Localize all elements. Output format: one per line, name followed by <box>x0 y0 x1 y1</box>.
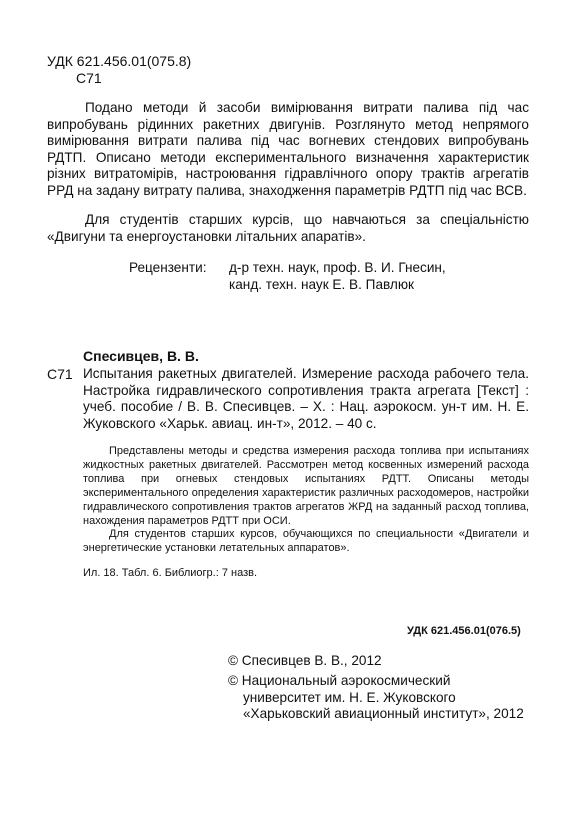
copyright-org-line-3: «Харьковский авиационный институт», 2012 <box>243 706 524 721</box>
bibliographic-description: Испытания ракетных двигателей. Измерение расхода рабочего тела. Настройка гидравлического сопротивления тракта агрегата [Текст] : учеб. пособие / В. В. Спесивцев. – Х. : Нац. аэрокосм. ун-т им. Н. Е. Жуковского «Харьк. авиац. ин-т», 2012. – 40 с. <box>83 366 529 431</box>
copyright-org-line-2: университет им. Н. Е. Жуковского <box>243 689 456 705</box>
catalog-index: С71 <box>76 70 102 86</box>
udk-footer: УДК 621.456.01(076.5) <box>407 625 521 637</box>
abstract-russian: Представлены методы и средства измерения расхода топлива при испытаниях жидкостных ракетных двигателей. Рассмотрен метод косвенных измерений расхода топлива при огневых стендовых испытаниях РДТТ. Описаны методы экспериментального определения характеристик различных расходомеров, настройки гидравлического сопротивления трактов агрегатов ЖРД на заданный расход топлива, нахождения параметров РДТТ при ОСИ. <box>83 445 529 527</box>
udk-code: УДК 621.456.01(075.8) <box>47 53 192 69</box>
reviewer-2: канд. техн. наук Е. В. Павлюк <box>229 277 414 292</box>
audience-ukrainian: Для студентів старших курсів, що навчаються за спеціальністю «Двигуни та енергоустановки літальних апаратів». <box>47 212 529 244</box>
copyright-organization <box>228 673 524 723</box>
extent-note: Ил. 18. Табл. 6. Библиогр.: 7 назв. <box>83 567 258 579</box>
reviewers-label: Рецензенти: <box>129 260 207 275</box>
catalog-index-left: С71 <box>47 366 73 382</box>
audience-russian: Для студентов старших курсов, обучающихся по специальности «Двигатели и энергетические установки летательных аппаратов». <box>83 528 529 554</box>
reviewer-1: д-р техн. наук, проф. В. И. Гнесин, <box>229 260 446 275</box>
copyright-org-line-1: © Национальный аэрокосмический <box>228 673 451 688</box>
author-heading: Спесивцев, В. В. <box>83 348 199 364</box>
udk-header <box>47 53 191 87</box>
copyright-author: © Спесивцев В. В., 2012 <box>228 653 382 668</box>
abstract-ukrainian: Подано методи й засоби вимірювання витрати палива під час випробувань рідинних ракетних двигунів. Розглянуто метод непрямого вимірювання витрати палива під час вогневих стендових випробувань РДТП. Описано методи експериментального визначення характеристик різних витратомірів, настроювання гідравлічного опору трактів агрегатів РРД на задану витрату палива, знаходження параметрів РДТП під час ВСВ. <box>47 100 529 198</box>
